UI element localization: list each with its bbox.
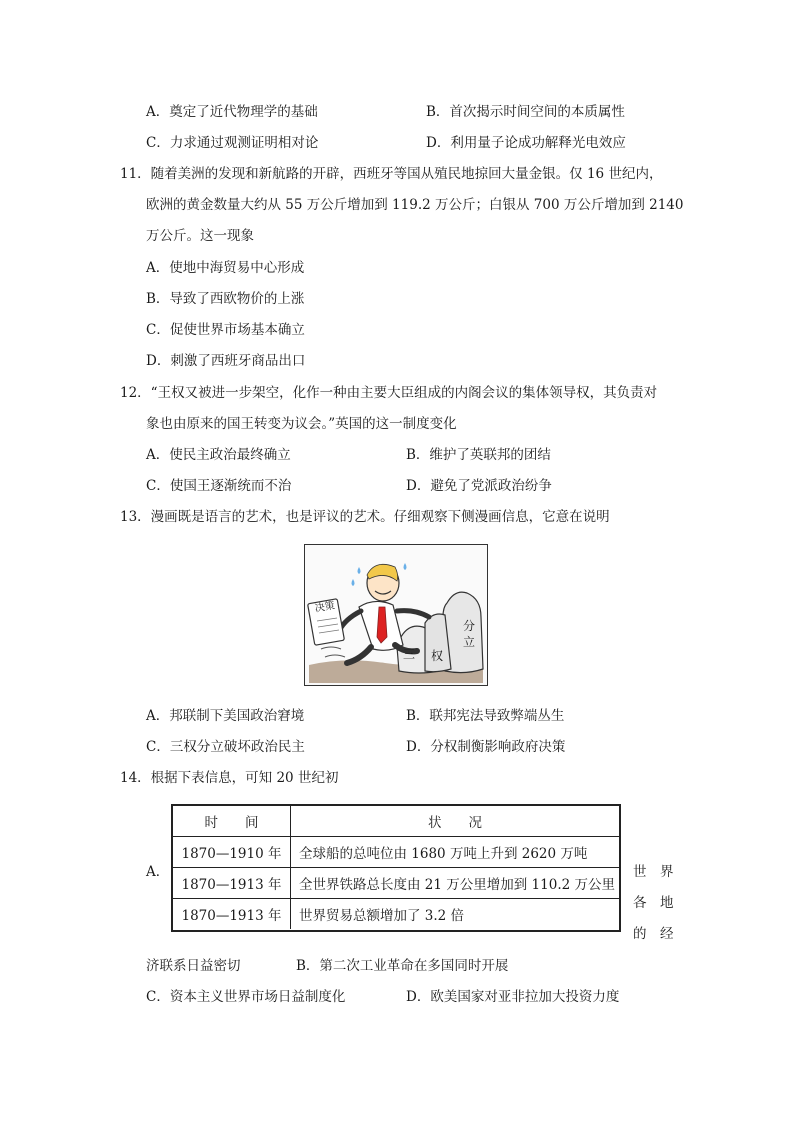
q14-stem-line1: 14．根据下表信息，可知 20 世纪初 <box>120 770 339 786</box>
q10-option-a: A．奠定了近代物理学的基础 <box>146 104 318 120</box>
q12-option-c: C．使国王逐渐统而不治 <box>146 478 292 494</box>
table-row <box>173 899 619 929</box>
q13-option-d: D．分权制衡影响政府决策 <box>406 739 566 755</box>
table-header-status: 状 况 <box>428 815 482 831</box>
cartoon-paper-text: 决策 <box>314 600 336 615</box>
q13-cartoon-image <box>304 544 488 686</box>
table-cell-time: 1870—1913 年 <box>173 868 291 898</box>
q11-stem-line2: 欧洲的黄金数量大约从 55 万公斤增加到 119.2 万公斤；白银从 700 万公斤增加到 2140 <box>146 197 684 213</box>
cartoon-stone-left-char2: 权 <box>431 649 444 663</box>
q14-option-b: B．第二次工业革命在多国同时开展 <box>296 958 509 974</box>
table-header-time: 时 间 <box>173 806 291 836</box>
q12-option-b: B．维护了英联邦的团结 <box>406 447 551 463</box>
table-cell-status: 全球船的总吨位由 1680 万吨上升到 2620 万吨 <box>299 846 588 862</box>
cartoon-stone-right-char1: 分 <box>463 619 476 633</box>
q14-option-c: C．资本主义世界市场日益制度化 <box>146 989 346 1005</box>
table-cell-status: 全世界铁路总长度由 21 万公里增加到 110.2 万公里 <box>299 877 615 893</box>
q12-stem-line2: 象也由原来的国王转变为议会。”英国的这一制度变化 <box>146 416 457 432</box>
q14-option-a-side-3: 的 经 <box>633 926 674 942</box>
q13-option-b: B．联邦宪法导致弊端丛生 <box>406 708 565 724</box>
q11-stem-line3: 万公斤。这一现象 <box>146 228 254 244</box>
q10-option-c: C．力求通过观测证明相对论 <box>146 135 319 151</box>
cartoon-illustration <box>305 545 487 685</box>
q13-stem-line1: 13．漫画既是语言的艺术，也是评议的艺术。仔细观察下侧漫画信息，它意在说明 <box>120 509 610 525</box>
q14-option-a-cont: 济联系日益密切 <box>146 958 241 974</box>
q12-option-a: A．使民主政治最终确立 <box>146 447 291 463</box>
q14-option-a-side-2: 各 地 <box>633 895 674 911</box>
table-header-row <box>173 806 619 837</box>
q14-data-table <box>171 804 621 932</box>
table-cell-time: 1870—1910 年 <box>173 837 291 867</box>
q11-stem-line1: 11．随着美洲的发现和新航路的开辟，西班牙等国从殖民地掠回大量金银。仅 16 世纪内， <box>120 166 663 182</box>
table-cell-status: 世界贸易总额增加了 3.2 倍 <box>299 908 465 924</box>
cartoon-stone-left-char1: 三 <box>403 647 416 661</box>
q13-option-c: C．三权分立破坏政治民主 <box>146 739 305 755</box>
table-row <box>173 868 619 899</box>
q13-option-a: A．邦联制下美国政治窘境 <box>146 708 305 724</box>
q10-option-b: B．首次揭示时间空间的本质属性 <box>426 104 625 120</box>
table-row <box>173 837 619 868</box>
q11-option-b: B．导致了西欧物价的上涨 <box>146 291 305 307</box>
q14-option-a-label: A． <box>146 864 170 880</box>
q14-option-d: D．欧美国家对亚非拉加大投资力度 <box>406 989 620 1005</box>
q10-option-d: D．利用量子论成功解释光电效应 <box>426 135 626 151</box>
q11-option-c: C．促使世界市场基本确立 <box>146 322 305 338</box>
q14-option-a-side-1: 世 界 <box>633 864 674 880</box>
cartoon-stone-right-char2: 立 <box>463 635 476 649</box>
q11-option-a: A．使地中海贸易中心形成 <box>146 260 305 276</box>
q12-option-d: D．避免了党派政治纷争 <box>406 478 552 494</box>
q11-option-d: D．刺激了西班牙商品出口 <box>146 353 306 369</box>
q12-stem-line1: 12．“王权又被进一步架空，化作一种由主要大臣组成的内阁会议的集体领导权，其负责对 <box>120 385 658 401</box>
table-cell-time: 1870—1913 年 <box>173 899 291 929</box>
